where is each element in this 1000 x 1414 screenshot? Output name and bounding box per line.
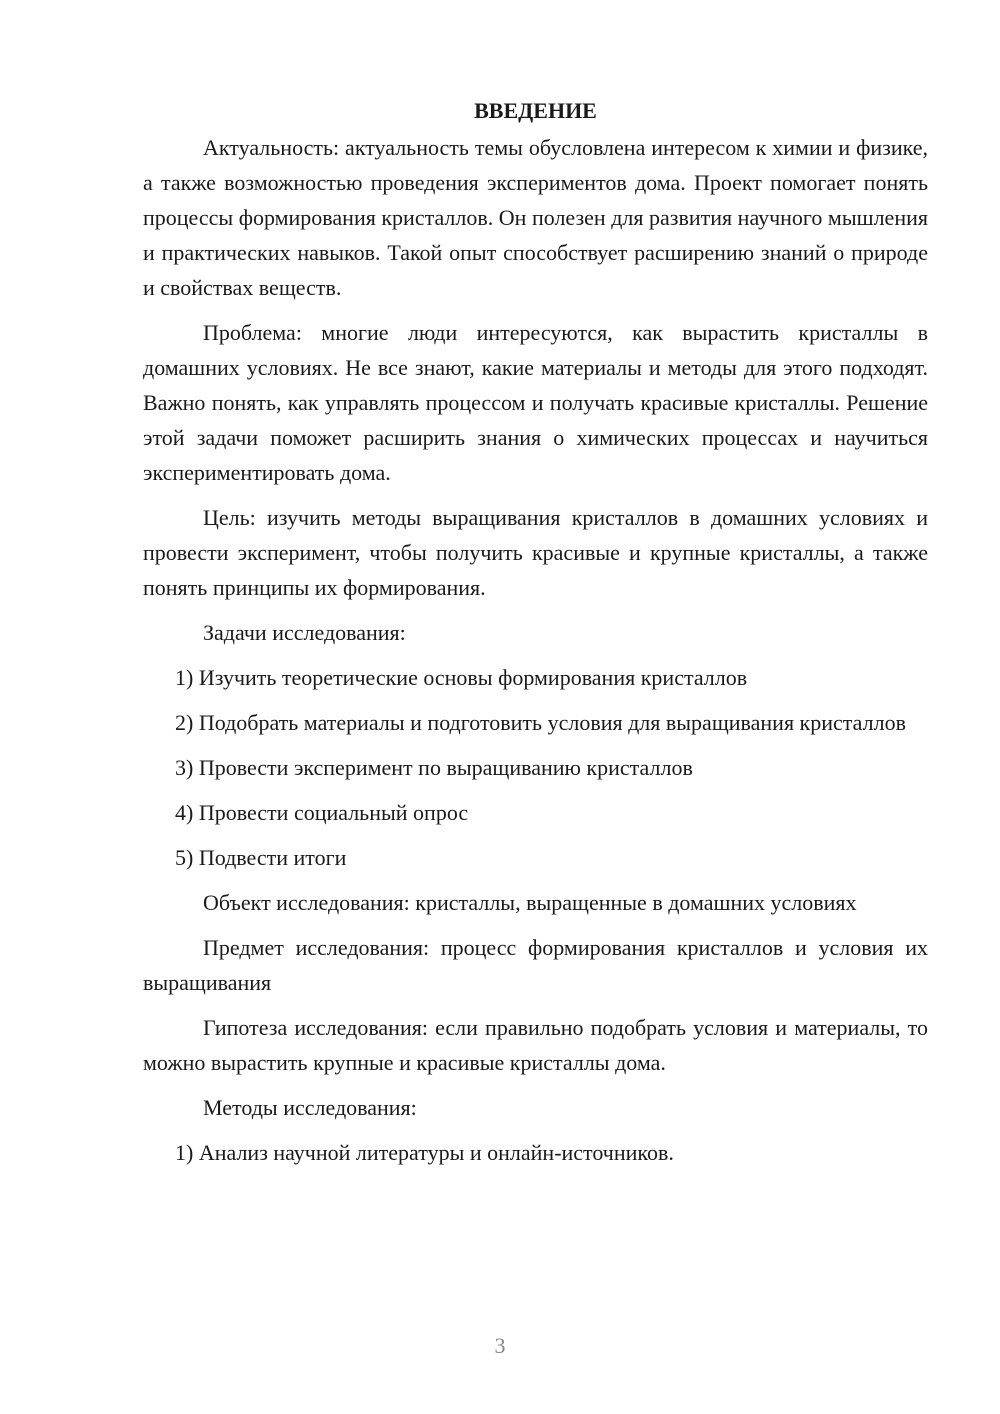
hypothesis-paragraph: Гипотеза исследования: если правильно подобрать условия и материалы, то можно вырастить крупные и красивые кристаллы дома.: [143, 1015, 928, 1075]
problem-paragraph: Проблема: многие люди интересуются, как вырастить кристаллы в домашних условиях. Не все знают, какие материалы и методы для этого подходят. Важно понять, как управлять процессом и получать красивые кристаллы. Решение этой задачи поможет расширить знания о химических процессах и научиться экспериментировать дома.: [143, 320, 928, 485]
subject-paragraph: Предмет исследования: процесс формирования кристаллов и условия их выращивания: [143, 935, 928, 995]
page-number: 3: [494, 1333, 506, 1358]
goal-paragraph: Цель: изучить методы выращивания кристаллов в домашних условиях и провести эксперимент, чтобы получить красивые и крупные кристаллы, а также понять принципы их формирования.: [143, 505, 928, 600]
section-heading: ВВЕДЕНИЕ: [474, 98, 597, 123]
task-item-4: 4) Провести социальный опрос: [175, 800, 469, 825]
tasks-title: Задачи исследования:: [203, 620, 406, 645]
task-item-3: 3) Провести эксперимент по выращиванию кристаллов: [175, 755, 693, 780]
object-paragraph: Объект исследования: кристаллы, выращенные в домашних условиях: [203, 890, 857, 915]
task-item-2: 2) Подобрать материалы и подготовить условия для выращивания кристаллов: [175, 710, 906, 735]
task-item-1: 1) Изучить теоретические основы формирования кристаллов: [175, 665, 748, 690]
methods-title: Методы исследования:: [203, 1095, 417, 1120]
document-page: [143, 93, 928, 1180]
method-item-1: 1) Анализ научной литературы и онлайн-источников.: [175, 1140, 674, 1165]
actuality-paragraph: Актуальность: актуальность темы обусловлена интересом к химии и физике, а также возможностью проведения экспериментов дома. Проект помогает понять процессы формирования кристаллов. Он полезен для развития научного мышления и практических навыков. Такой опыт способствует расширению знаний о природе и свойствах веществ.: [143, 135, 928, 300]
task-item-5: 5) Подвести итоги: [175, 845, 347, 870]
